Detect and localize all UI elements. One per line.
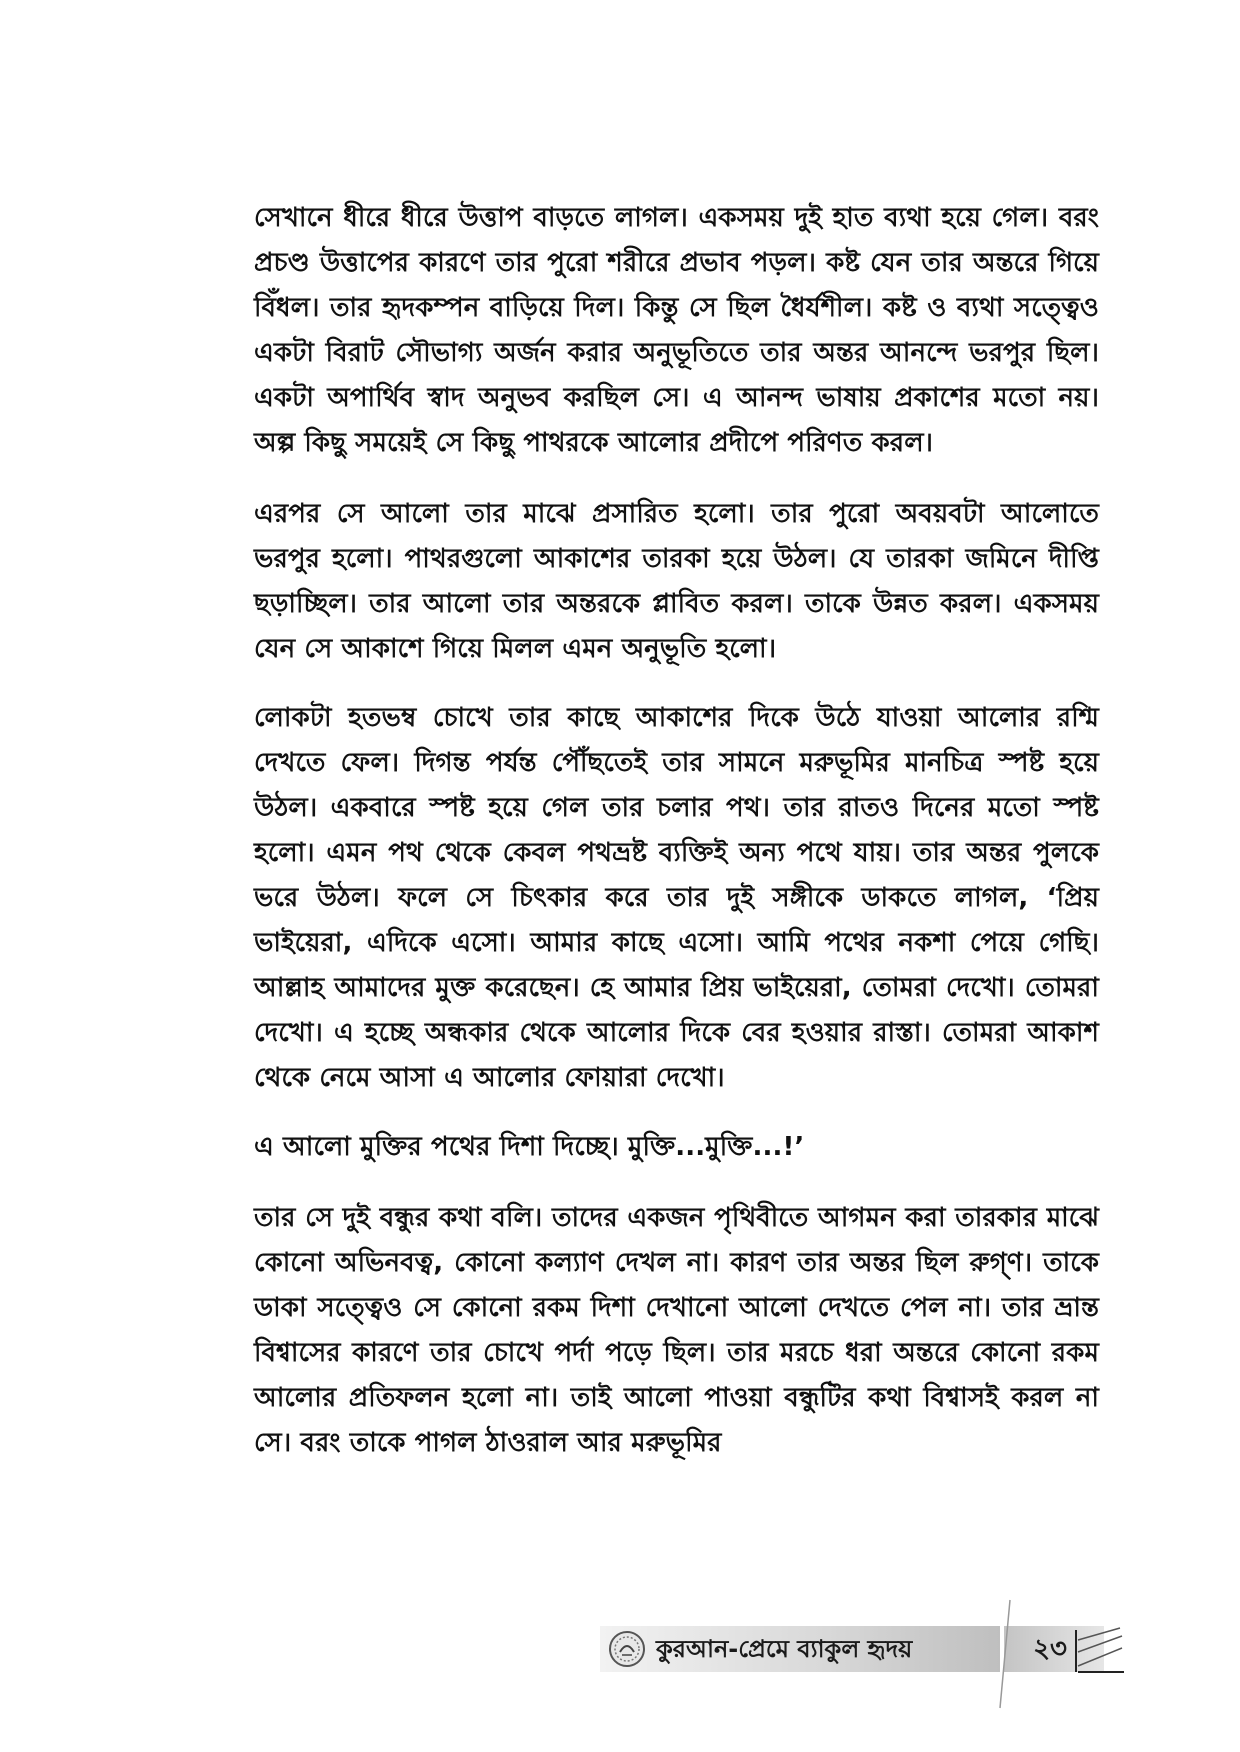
body-text	[254, 196, 1099, 1492]
paragraph: তার সে দুই বন্ধুর কথা বলি। তাদের একজন পৃথিবীতে আগমন করা তারকার মাঝে কোনো অভিনবত্ব, কোনো কল্যাণ দেখল না। কারণ তার অন্তর ছিল রুগ্‌ণ। তাকে ডাকা সত্ত্বেও সে কোনো রকম দিশা দেখানো আলো দেখতে পেল না। তার ভ্রান্ত বিশ্বাসের কারণে তার চোখে পর্দা পড়ে ছিল। তার মরচে ধরা অন্তরে কোনো রকম আলোর প্রতিফলন হলো না। তাই আলো পাওয়া বন্ধুটির কথা বিশ্বাসই করল না সে। বরং তাকে পাগল ঠাওরাল আর মরুভূমির	[254, 1203, 1099, 1458]
paragraph: এ আলো মুক্তির পথের দিশা দিচ্ছে। মুক্তি...মুক্তি...!’	[254, 1132, 805, 1162]
decorative-lines-icon	[600, 1596, 1130, 1716]
paragraph: লোকটা হতভম্ব চোখে তার কাছে আকাশের দিকে উঠে যাওয়া আলোর রশ্মি দেখতে ফেল। দিগন্ত পর্যন্ত পৌঁছতেই তার সামনে মরুভূমির মানচিত্র স্পষ্ট হয়ে উঠল। একবারে স্পষ্ট হয়ে গেল তার চলার পথ। তার রাতও দিনের মতো স্পষ্ট হলো। এমন পথ থেকে কেবল পথভ্রষ্ট ব্যক্তিই অন্য পথে যায়। তার অন্তর পুলকে ভরে উঠল। ফলে সে চিৎকার করে তার দুই সঙ্গীকে ডাকতে লাগল, ‘প্রিয় ভাইয়েরা, এদিকে এসো। আমার কাছে এসো। আমি পথের নকশা পেয়ে গেছি। আল্লাহ আমাদের মুক্ত করেছেন। হে আমার প্রিয় ভাইয়েরা, তোমরা দেখো। তোমরা দেখো। এ হচ্ছে অন্ধকার থেকে আলোর দিকে বের হওয়ার রাস্তা। তোমরা আকাশ থেকে নেমে আসা এ আলোর ফোয়ারা দেখো।	[254, 703, 1099, 1093]
paragraph: সেখানে ধীরে ধীরে উত্তাপ বাড়তে লাগল। একসময় দুই হাত ব্যথা হয়ে গেল। বরং প্রচণ্ড উত্তাপের কারণে তার পুরো শরীরে প্রভাব পড়ল। কষ্ট যেন তার অন্তরে গিয়ে বিঁধল। তার হৃদকম্পন বাড়িয়ে দিল। কিন্তু সে ছিল ধৈর্যশীল। কষ্ট ও ব্যথা সত্ত্বেও একটা বিরাট সৌভাগ্য অর্জন করার অনুভূতিতে তার অন্তর আনন্দে ভরপুর ছিল। একটা অপার্থিব স্বাদ অনুভব করছিল সে। এ আনন্দ ভাষায় প্রকাশের মতো নয়। অল্প কিছু সময়েই সে কিছু পাথরকে আলোর প্রদীপে পরিণত করল।	[254, 203, 1099, 458]
page-number: ২৩	[1033, 1634, 1067, 1664]
book-title: কুরআন-প্রেমে ব্যাকুল হৃদয়	[656, 1635, 913, 1663]
paragraph: এরপর সে আলো তার মাঝে প্রসারিত হলো। তার পুরো অবয়বটা আলোতে ভরপুর হলো। পাথরগুলো আকাশের তারকা হয়ে উঠল। যে তারকা জমিনে দীপ্তি ছড়াচ্ছিল। তার আলো তার অন্তরকে প্লাবিত করল। তাকে উন্নত করল। একসময় যেন সে আকাশে গিয়ে মিলল এমন অনুভূতি হলো।	[254, 499, 1099, 664]
running-footer	[600, 1596, 1130, 1716]
